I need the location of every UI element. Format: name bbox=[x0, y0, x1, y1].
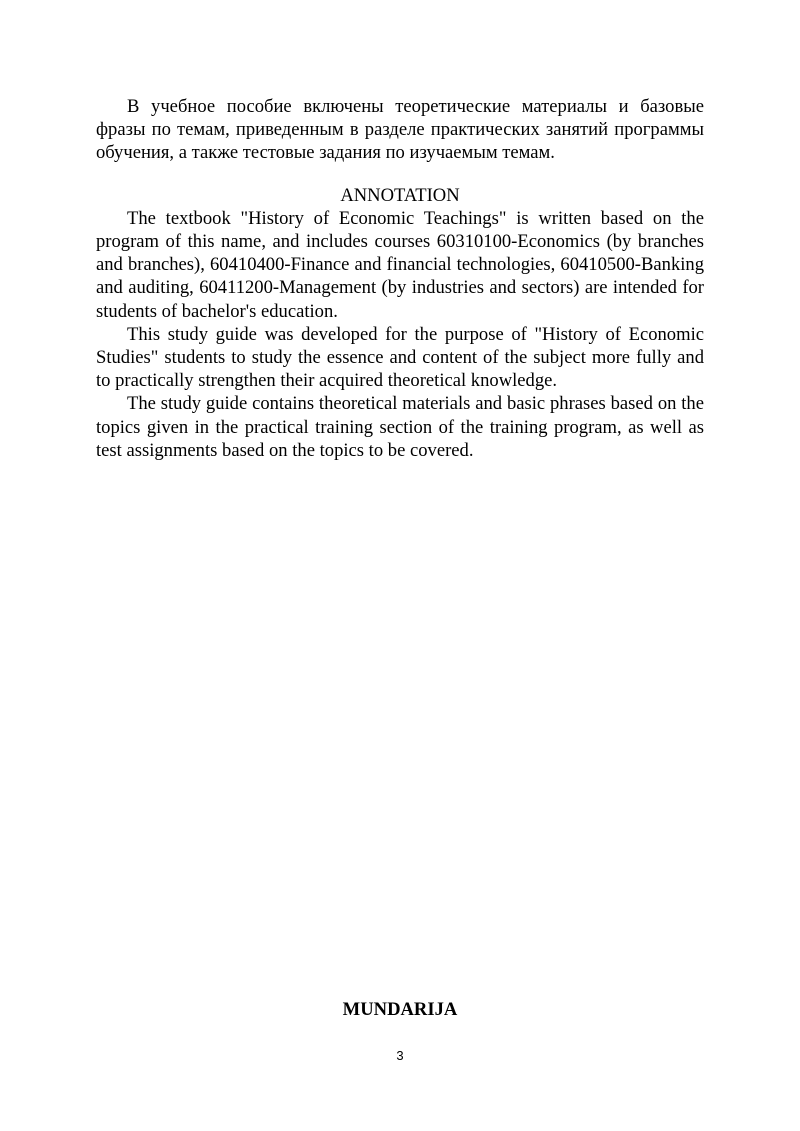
paragraph-russian: В учебное пособие включены теоретические материалы и базовые фразы по темам, приведенным в разделе практических занятий программы обучения, а также тестовые задания по изучаемым темам. bbox=[96, 96, 704, 164]
page-number: 3 bbox=[396, 1048, 404, 1063]
annotation-heading: ANNOTATION bbox=[340, 184, 460, 206]
paragraph-annotation-1: The textbook "History of Economic Teachings" is written based on the program of this name, and includes courses 60310100-Economics (by branches and branches), 60410400-Finance and financial technologies, 60410500-Banking and auditing, 60411200-Management (by industries and sectors) are intended for students of bachelor's education. bbox=[96, 207, 704, 322]
paragraph-annotation-3: The study guide contains theoretical materials and basic phrases based on the topics given in the practical training section of the training program, as well as test assignments based on the topics to be covered. bbox=[96, 393, 704, 461]
paragraph-annotation-2: This study guide was developed for the purpose of "History of Economic Studies" students to study the essence and content of the subject more fully and to practically strengthen their acquired theoretical knowledge. bbox=[96, 323, 704, 392]
contents-heading: MUNDARIJA bbox=[342, 999, 458, 1020]
document-body bbox=[96, 95, 704, 462]
